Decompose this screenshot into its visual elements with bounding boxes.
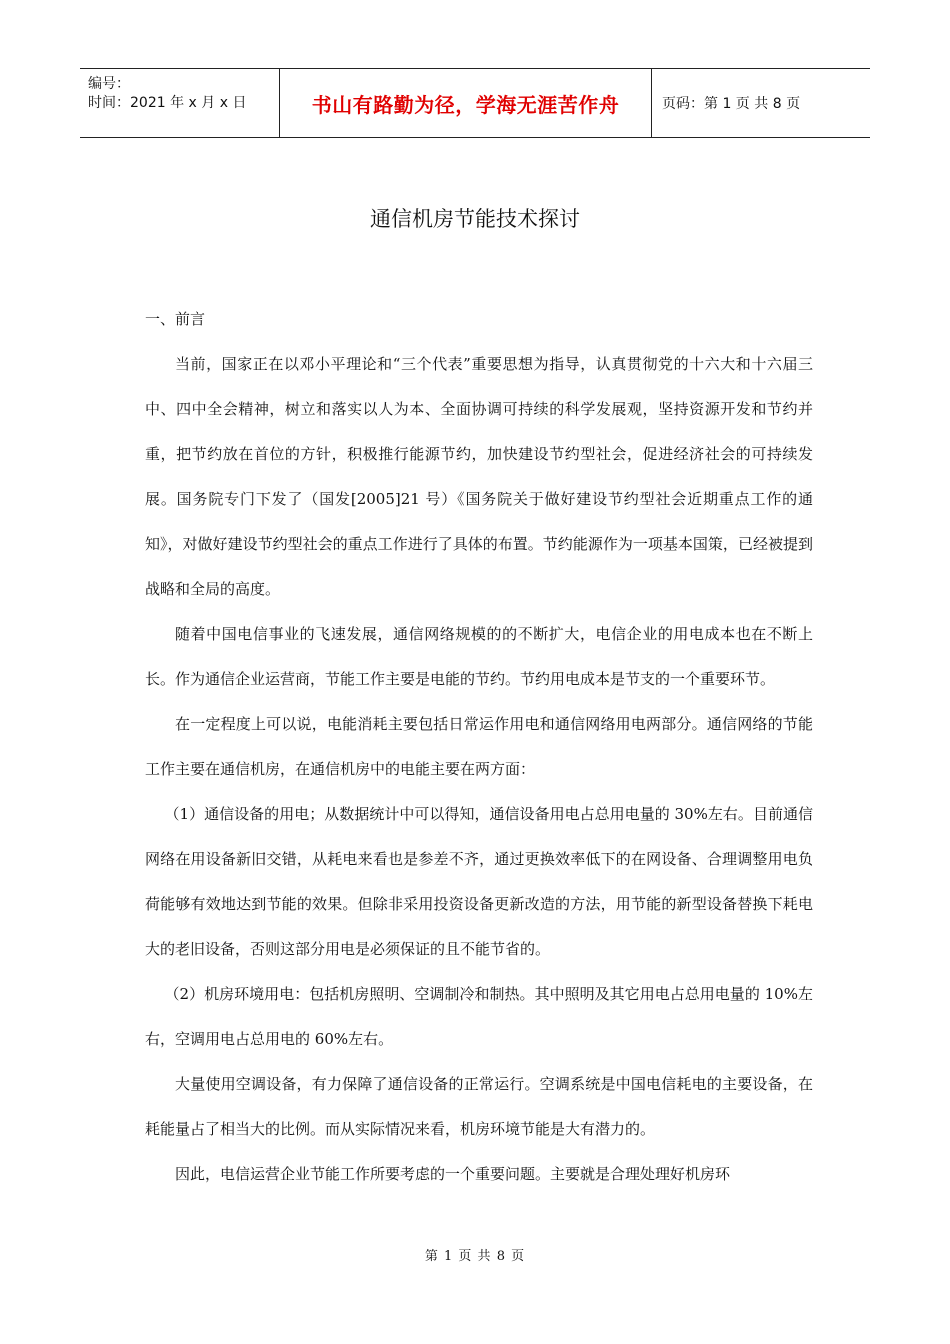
paragraph: 当前，国家正在以邓小平理论和“三个代表”重要思想为指导，认真贯彻党的十六大和十六届三中、四中全会精神，树立和落实以人为本、全面协调可持续的科学发展观，坚持资源开发和节约并重，把节约放在首位的方针，积极推行能源节约，加快建设节约型社会，促进经济社会的可持续发展。国务院专门下发了（国发[2005]21 号）《国务院关于做好建设节约型社会近期重点工作的通知》，对做好建设节约型社会的重点工作进行了具体的布置。节约能源作为一项基本国策，已经被提到战略和全局的高度。 — [145, 355, 813, 598]
paragraph: 大量使用空调设备，有力保障了通信设备的正常运行。空调系统是中国电信耗电的主要设备，在耗能量占了相当大的比例。而从实际情况来看，机房环境节能是大有潜力的。 — [145, 1075, 813, 1138]
paragraph: 因此，电信运营企业节能工作所要考虑的一个重要问题。主要就是合理处理好机房环 — [175, 1165, 731, 1183]
section-heading: 一、前言 — [145, 310, 206, 328]
header-meta — [80, 69, 280, 137]
date-label: 时间：2021 年 x 月 x 日 — [88, 95, 247, 111]
page-footer: 第 1 页 共 8 页 — [424, 1249, 526, 1264]
document-header — [80, 68, 870, 138]
paragraph: （2）机房环境用电：包括机房照明、空调制冷和制热。其中照明及其它用电占总用电量的 10%左右，空调用电占总用电的 60%左右。 — [145, 985, 813, 1048]
number-label: 编号： — [88, 76, 130, 92]
document-title: 通信机房节能技术探讨 — [370, 207, 580, 231]
header-motto: 书山有路勤为径，学海无涯苦作舟 — [280, 69, 652, 137]
paragraph: （1）通信设备的用电；从数据统计中可以得知，通信设备用电占总用电量的 30%左右。目前通信网络在用设备新旧交错，从耗电来看也是参差不齐，通过更换效率低下的在网设备、合理调整用电负荷能够有效地达到节能的效果。但除非采用投资设备更新改造的方法，用节能的新型设备替换下耗电大的老旧设备，否则这部分用电是必须保证的且不能节省的。 — [145, 805, 813, 958]
paragraph: 随着中国电信事业的飞速发展，通信网络规模的的不断扩大，电信企业的用电成本也在不断上长。作为通信企业运营商，节能工作主要是电能的节约。节约用电成本是节支的一个重要环节。 — [145, 625, 813, 688]
paragraph: 在一定程度上可以说，电能消耗主要包括日常运作用电和通信网络用电两部分。通信网络的节能工作主要在通信机房，在通信机房中的电能主要在两方面： — [145, 715, 813, 778]
document-body — [145, 297, 813, 1197]
header-page-info: 页码：第 1 页 共 8 页 — [662, 96, 801, 112]
